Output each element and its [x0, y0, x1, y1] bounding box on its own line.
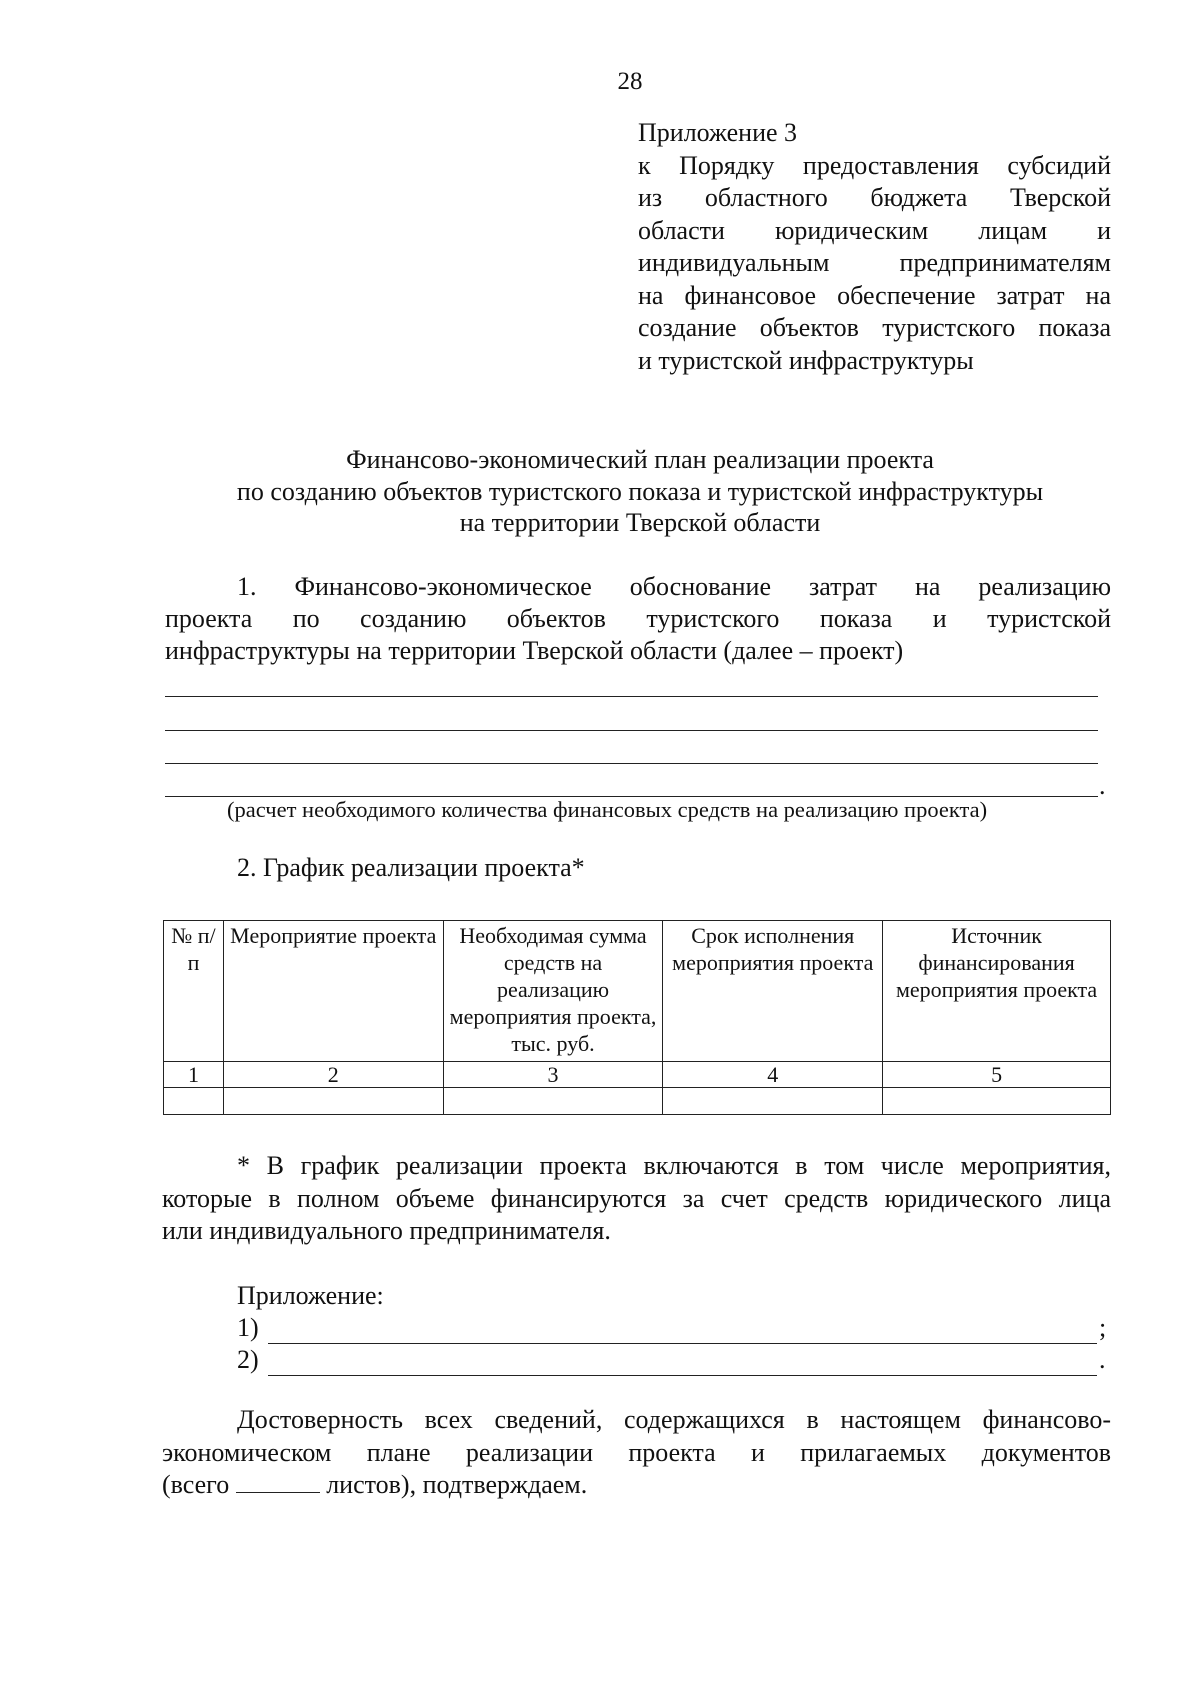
column-number: 5 — [883, 1062, 1111, 1088]
footnote-line: * В график реализации проекта включаются в том числе мероприятия, — [237, 1151, 1111, 1180]
fill-in-line — [165, 730, 1098, 731]
attachment-end-mark: ; — [1099, 1313, 1107, 1342]
appendix-line: создание объектов туристского показа — [638, 313, 1111, 342]
confirmation-line-3 — [162, 1469, 1111, 1502]
title-line: по созданию объектов туристского показа и туристской инфраструктуры — [236, 476, 1044, 506]
attachment-number: 1) — [237, 1313, 259, 1342]
attachment-item — [237, 1345, 259, 1375]
attachment-fill-line[interactable] — [268, 1375, 1097, 1376]
footnote-line: или индивидуального предпринимателя. — [162, 1216, 611, 1245]
schedule-table — [163, 920, 1111, 1115]
table-cell[interactable] — [443, 1088, 663, 1115]
table-cell[interactable] — [883, 1088, 1111, 1115]
attachment-number: 2) — [237, 1345, 259, 1374]
page-number: 28 — [617, 68, 643, 95]
column-header: Срок исполнения мероприятия проекта — [663, 921, 883, 1062]
document-title — [170, 444, 1110, 539]
table-cell[interactable] — [223, 1088, 443, 1115]
fill-in-line — [165, 763, 1098, 764]
section-1-line: проекта по созданию объектов туристского показа и туристской — [165, 604, 1111, 633]
attachment-item — [237, 1313, 259, 1343]
table-cell[interactable] — [164, 1088, 224, 1115]
appendix-heading: Приложение 3 — [638, 118, 798, 147]
appendix-line: на финансовое обеспечение затрат на — [638, 280, 1111, 310]
column-header: № п/п — [164, 921, 224, 1062]
title-line: Финансово-экономический план реализации проекта — [346, 445, 934, 474]
attachment-fill-line[interactable] — [268, 1343, 1097, 1344]
appendix-line: области юридическим лицам и — [638, 215, 1111, 245]
confirmation-text — [162, 1404, 1111, 1502]
appendix-line: из областного бюджета Тверской — [638, 183, 1111, 212]
column-header: Мероприятие проекта — [223, 921, 443, 1062]
fill-in-end-mark: . — [1099, 771, 1106, 800]
column-number: 2 — [223, 1062, 443, 1088]
column-header: Необходимая сумма средств на реализацию мероприятия проекта, тыс. руб. — [443, 921, 663, 1062]
table-row — [164, 1088, 1111, 1115]
table-header-row — [164, 921, 1111, 1062]
section-1-text — [165, 571, 1111, 667]
footnote-line: которые в полном объеме финансируются за счет средств юридического лица — [162, 1183, 1111, 1213]
footnote — [162, 1150, 1111, 1248]
sheets-prefix: (всего — [162, 1470, 230, 1499]
attachment-end-mark: . — [1099, 1345, 1106, 1374]
attachments-title: Приложение: — [237, 1281, 384, 1310]
column-number: 1 — [164, 1062, 224, 1088]
table-cell[interactable] — [663, 1088, 883, 1115]
section-2-heading: 2. График реализации проекта* — [237, 853, 585, 882]
column-header: Источник финансирования мероприятия проекта — [883, 921, 1111, 1062]
sheets-count-blank[interactable] — [236, 1472, 320, 1493]
appendix-line: и туристской инфраструктуры — [638, 345, 974, 375]
appendix-block — [638, 117, 1111, 377]
fill-in-line — [165, 696, 1098, 697]
calculation-caption: (расчет необходимого количества финансовых средств на реализацию проекта) — [227, 797, 988, 822]
section-1-line: 1. Финансово-экономическое обоснование затрат на реализацию — [237, 572, 1111, 601]
column-number: 3 — [443, 1062, 663, 1088]
appendix-line: к Порядку предоставления субсидий — [638, 150, 1111, 180]
column-number: 4 — [663, 1062, 883, 1088]
appendix-line: индивидуальным предпринимателям — [638, 248, 1111, 277]
section-1-line: инфраструктуры на территории Тверской области (далее – проект) — [165, 636, 904, 665]
sheets-suffix: листов), подтверждаем. — [326, 1470, 588, 1499]
confirmation-line: Достоверность всех сведений, содержащихся в настоящем финансово- — [237, 1405, 1111, 1434]
title-line: на территории Тверской области — [459, 508, 821, 537]
column-number-row — [164, 1062, 1111, 1088]
confirmation-line: экономическом плане реализации проекта и прилагаемых документов — [162, 1437, 1111, 1467]
